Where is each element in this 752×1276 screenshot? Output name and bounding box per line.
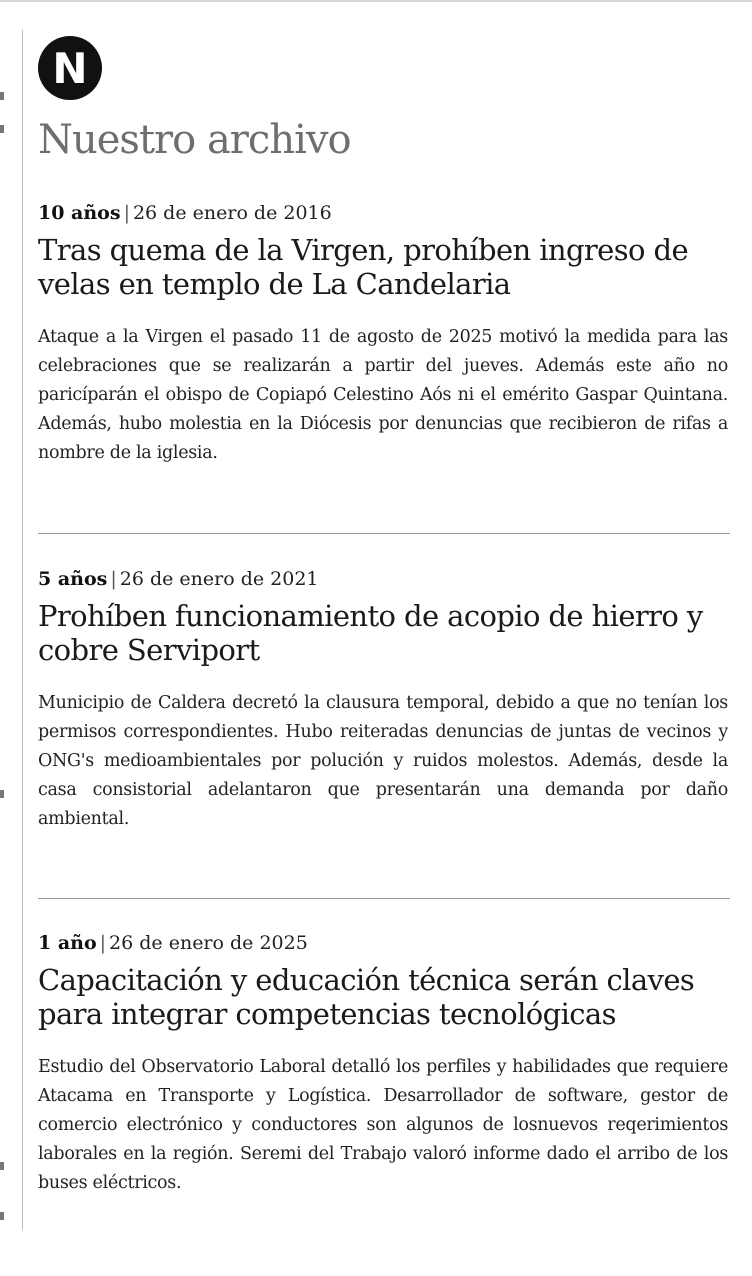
- entry-age: 5 años: [38, 568, 108, 590]
- section-logo: [38, 36, 102, 100]
- archive-entry: [38, 202, 728, 468]
- entry-age: 1 año: [38, 932, 97, 954]
- entry-age: 10 años: [38, 202, 121, 224]
- entry-separator: |: [123, 202, 130, 224]
- entry-summary: Estudio del Observatorio Laboral detalló los perfiles y habilidades que requiere Atacama en Transporte y Logística. Desarrollador de software, gestor de comercio electrónico y conductores son algunos de losnuevos reqerimientos laborales en la región. Seremi del Trabajo valoró informe dado el arribo de los buses eléctricos.: [38, 1056, 728, 1193]
- entry-headline: Capacitación y educación técnica serán claves para integrar competencias tecnológicas: [38, 962, 695, 1031]
- entry-summary: Ataque a la Virgen el pasado 11 de agosto de 2025 motivó la medida para las celebraciones que se realizarán a partir del jueves. Además este año no paricíparán el obispo de Copiapó Celestino Aós ni el emérito Gaspar Quintana. Además, hubo molestia en la Diócesis por denuncias que recibieron de rifas a nombre de la iglesia.: [38, 326, 728, 463]
- edge-mark: [0, 790, 4, 798]
- edge-mark: [0, 125, 4, 133]
- section-title: Nuestro archivo: [38, 117, 351, 163]
- top-border: [0, 0, 752, 2]
- edge-mark: [0, 92, 4, 100]
- logo-letter: N: [52, 43, 88, 93]
- entry-meta: [38, 568, 728, 591]
- entry-separator: |: [99, 932, 107, 954]
- entry-headline: Tras quema de la Virgen, prohíben ingreso de velas en templo de La Candelaria: [38, 232, 689, 301]
- column-rule: [22, 30, 23, 1230]
- entry-date: 26 de enero de 2016: [132, 202, 332, 224]
- entry-divider: [38, 533, 730, 534]
- entry-headline: Prohíben funcionamiento de acopio de hierro y cobre Serviport: [38, 598, 703, 667]
- entry-divider: [38, 898, 730, 899]
- edge-mark: [0, 1212, 4, 1220]
- edge-mark: [0, 1162, 4, 1170]
- entry-separator: |: [110, 568, 117, 590]
- entry-summary: Municipio de Caldera decretó la clausura temporal, debido a que no tenían los permisos correspondientes. Hubo reiteradas denuncias de juntas de vecinos y ONG's medioambientales por polución y ruidos molestos. Además, desde la casa consistorial adelantaron que presentarán una demanda por daño ambiental.: [38, 692, 728, 829]
- entry-date: 26 de enero de 2021: [119, 568, 319, 590]
- entry-meta: [38, 932, 728, 955]
- archive-entry: [38, 932, 728, 1198]
- archive-entry: [38, 568, 728, 834]
- entry-meta: [38, 202, 728, 225]
- entry-date: 26 de enero de 2025: [109, 932, 308, 954]
